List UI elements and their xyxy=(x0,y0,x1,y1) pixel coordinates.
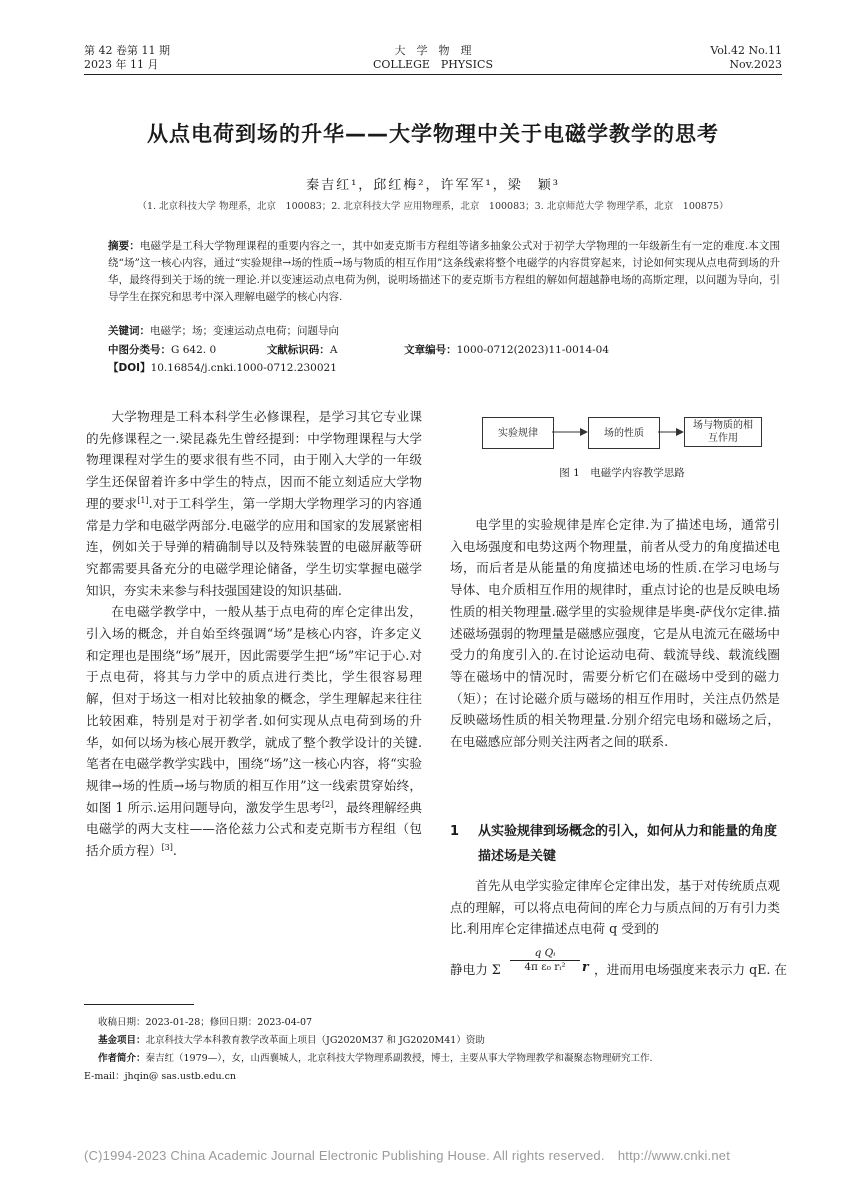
left-column xyxy=(86,406,422,862)
formula-fraction: q Qᵢ 4π ε₀ rᵢ² xyxy=(510,947,580,973)
paragraph: 首先从电学实验定律库仑定律出发，基于对传统质点观点的理解，可以将点电荷间的库仑力与质点间的万有引力类比.利用库仑定律描述点电荷 q 受到的 xyxy=(450,878,780,937)
header-journal: 大 学 物 理 COLLEGE PHYSICS xyxy=(373,44,493,71)
authors: 秦吉红¹，邱红梅²，许军军¹，梁 颖³ xyxy=(306,178,560,193)
footnote-email: E-mail：jhqin@ sas.ustb.edu.cn xyxy=(84,1071,237,1082)
paragraph: 电学里的实验规律是库仑定律.为了描述电场，通常引入电场强度和电势这两个物理量，前者从受力的角度描述电场，而后者是从能量的角度描述电场的性质.在学习电场与导体、电介质相互作用的规律时，重点讨论的也是反映电场性质的相关物理量.磁学里的实验规律是毕奥-萨伐尔定律.描述磁场强弱的物理量是磁感应强度，它是从电流元在磁场中受力的角度引入的.在讨论运动电荷、载流导线、载流线圈等在磁场中的情况时，需要分析它们在磁场中受到的磁力（矩）；在讨论磁介质与磁场的相互作用时，关注点仍然是反映磁场性质的相关物理量.分别介绍完电场和磁场之后，在电磁感应部分则关注两者之间的联系. xyxy=(450,517,780,750)
footnote-rule xyxy=(84,1004,194,1005)
header-volume: 第 42 卷第 11 期 2023 年 11 月 xyxy=(84,44,170,71)
footnote-received: 收稿日期：2023-01-28；修回日期：2023-04-07 xyxy=(98,1017,313,1028)
arrow-head xyxy=(676,428,684,436)
footnote-fund: 基金项目：北京科技大学本科教育教学改革面上项目（JG2020M37 和 JG2020M41）资助 xyxy=(98,1035,485,1046)
copyright-watermark: (C)1994-2023 China Academic Journal Electronic Publishing House. All rights reserved. http://www.cnki.net xyxy=(84,1148,731,1163)
abstract: 摘要：电磁学是工科大学物理课程的重要内容之一，其中如麦克斯韦方程组等诸多抽象公式对于初学大学物理的一年级新生有一定的难度.本文围绕“场”这一核心内容，通过“实验规律→场的性质→场与物质的相互作用”这条线索将整个电磁学的内容贯穿起来，讨论如何实现从点电荷到场的升华，最终得到关于场的统一理论.并以变速运动点电荷为例，说明场描述下的麦克斯韦方程组的解如何超越静电场的高斯定理，以问题为导向，引导学生在探究和思考中深入理解电磁学的核心内容. xyxy=(108,240,780,303)
flow-box-experiment: 实验规律 xyxy=(482,417,554,449)
unit-vector: r xyxy=(582,959,589,974)
section-1-body xyxy=(450,875,780,940)
section-heading: 1 从实验规律到场概念的引入，如何从力和能量的角度描述场是关键 xyxy=(450,824,778,864)
paragraph: 在电磁学教学中，一般从基于点电荷的库仑定律出发，引入场的概念，并自始至终强调“场”是核心内容，许多定义和定理也是围绕“场”展开，因此需要学生把“场”牢记于心.对于点电荷，将其与力学中的质点进行类比，学生很容易理解，但对于场这一相对比较抽象的概念，学生理解起来往往比较困难，特别是对于初学者.如何实现从点电荷到场的升华，如何以场为核心展开教学，就成了整个教学设计的关键.笔者在电磁学教学实践中，围绕“场”这一核心内容，将“实验规律→场的性质→场与物质的相互作用”这一线索贯穿始终，如图 1 所示.运用问题导向，激发学生思考[2]，最终理解经典电磁学的两大支柱——洛伦兹力公式和麦克斯韦方程组（包括介质方程）[3]. xyxy=(86,604,422,859)
flow-box-interaction: 场与物质的相互作用 xyxy=(684,417,762,447)
affiliations: （1. 北京科技大学 物理系，北京 100083；2. 北京科技大学 应用物理系，北京 100083；3. 北京师范大学 物理学系，北京 100875） xyxy=(137,201,729,212)
header-rule xyxy=(84,74,782,75)
flow-box-field-properties: 场的性质 xyxy=(588,417,660,449)
header-issue: Vol.42 No.11 Nov.2023 xyxy=(710,44,782,71)
figure-caption: 图 1 电磁学内容教学思路 xyxy=(559,467,685,479)
formula-line: 静电力 Σ q Qᵢ 4π ε₀ rᵢ² r ，进而用电场强度来表示力 qE. 在 xyxy=(450,947,787,977)
footnote-author: 作者简介：秦吉红（1979—），女，山西襄城人，北京科技大学物理系副教授，博士，主要从事大学物理教学和凝聚态物理研究工作. xyxy=(98,1053,653,1064)
doi: 【DOI】10.16854/j.cnki.1000-0712.230021 xyxy=(108,362,337,374)
arrow-head xyxy=(580,428,588,436)
paragraph: 大学物理是工科本科学生必修课程，是学习其它专业课的先修课程之一.梁昆淼先生曾经提到：中学物理课程与大学物理课程对学生的要求很有些不同，由于刚入大学的一年级学生还保留着许多中学生的特点，因而不能立刻适应大学物理的要求[1].对于工科学生，第一学期大学物理学习的内容通常是力学和电磁学两部分.电磁学的应用和国家的发展紧密相连，例如关于导弹的精确制导以及特殊装置的电磁屏蔽等研究都需要具备充分的电磁学理论储备，学生切实掌握电磁学知识，夯实未来参与科技强国建设的知识基础. xyxy=(86,409,422,598)
right-column xyxy=(450,514,780,753)
keywords: 关键词：电磁学；场；变速运动点电荷；问题导向 xyxy=(108,325,339,337)
paper-title: 从点电荷到场的升华——大学物理中关于电磁学教学的思考 xyxy=(147,122,719,146)
classification: 中图分类号：G 642. 0 文献标识码：A 文章编号：1000-0712(2023)11-0014-04 xyxy=(108,344,610,356)
